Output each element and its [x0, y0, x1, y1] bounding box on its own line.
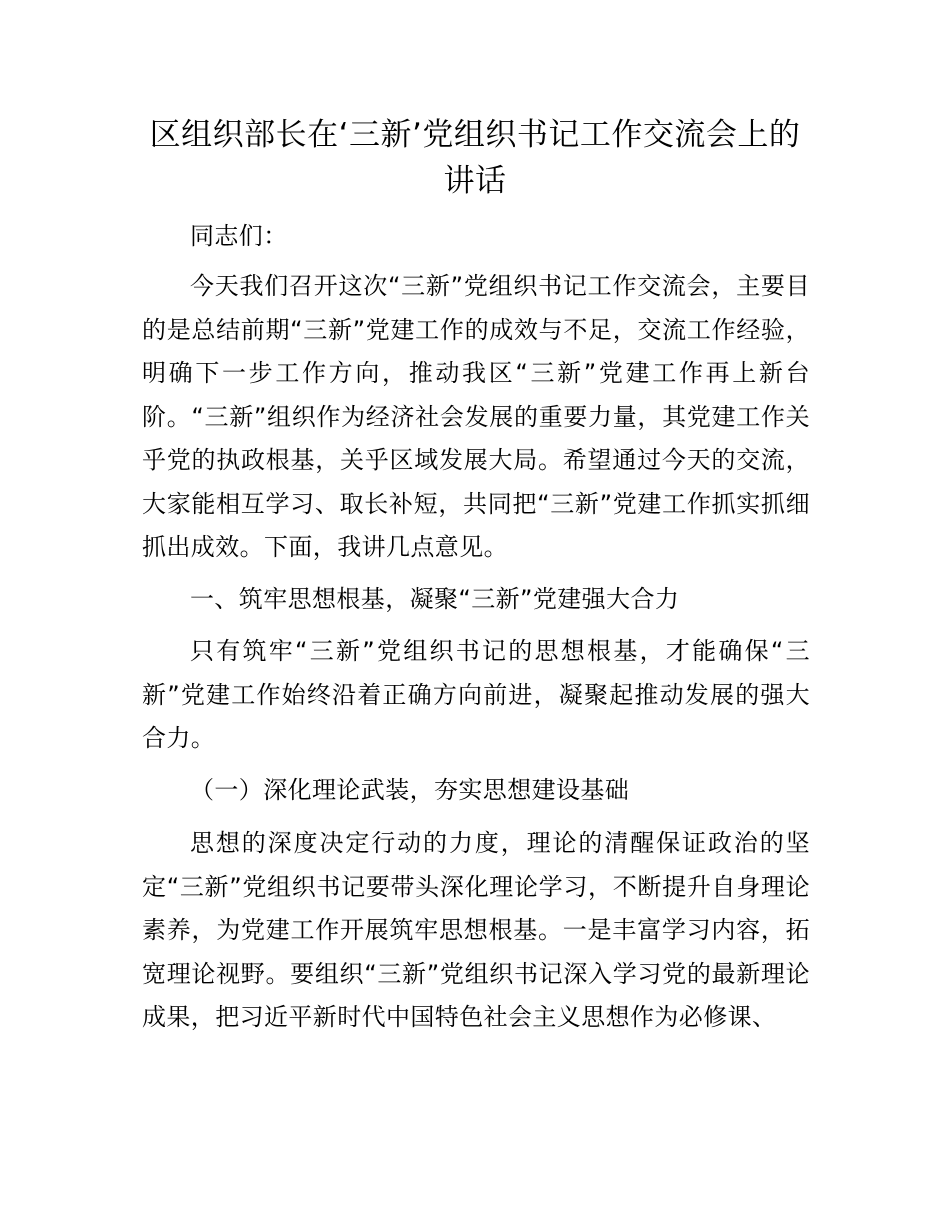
paragraph-section-1: 只有筑牢“三新”党组织书记的思想根基，才能确保“三新”党建工作始终沿着正确方向前进，凝聚起推动发展的强大合力。: [142, 637, 810, 752]
paragraph-subsection-1: 思想的深度决定行动的力度，理论的清醒保证政治的坚定“三新”党组织书记要带头深化理论学习，不断提升自身理论素养，为党建工作开展筑牢思想根基。一是丰富学习内容，拓宽理论视野。要组织“三新”党组织书记深入学习党的最新理论成果，把习近平新时代中国特色社会主义思想作为必修课、: [142, 829, 810, 1031]
subsection-heading-1: （一）深化理论武装，夯实思想建设基础: [190, 776, 630, 804]
paragraph-intro: 今天我们召开这次“三新”党组织书记工作交流会，主要目的是总结前期“三新”党建工作的成效与不足，交流工作经验，明确下一步工作方向，推动我区“三新”党建工作再上新台阶。“三新”组织作为经济社会发展的重要力量，其党建工作关乎党的执政根基，关乎区域发展大局。希望通过今天的交流，大家能相互学习、取长补短，共同把“三新”党建工作抓实抓细抓出成效。下面，我讲几点意见。: [142, 272, 810, 561]
document-title: 区组织部长在‘三新’党组织书记工作交流会上的讲话: [149, 117, 801, 199]
section-heading-1: 一、筑牢思想根基，凝聚“三新”党建强大合力: [190, 585, 680, 613]
salutation: 同志们：: [190, 222, 288, 250]
